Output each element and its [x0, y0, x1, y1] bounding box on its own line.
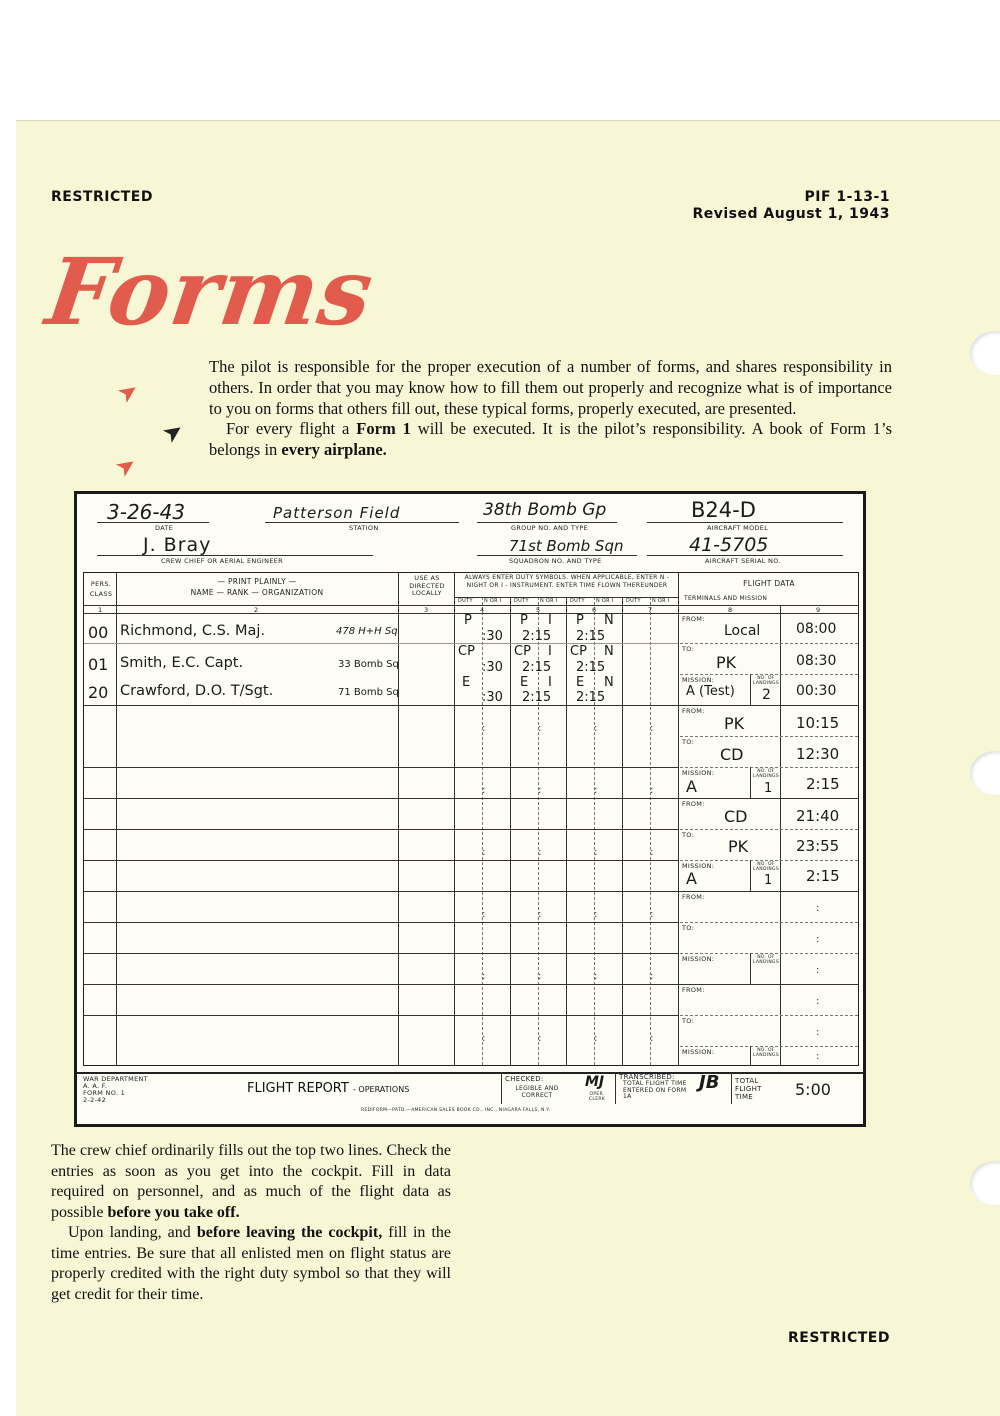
instructions-text-span: fill in the time entries. Be sure that all enlisted men on flight status are properly credited with the right duty symbol so that they will get credit for their time.	[51, 1224, 452, 1303]
flight-report-form	[74, 491, 866, 1127]
instructions-text-span: The crew chief ordinarily fills out the top two lines. Check the entries as soon as you get into the cockpit. Fill in data required on personnel, and as much of the flight data as possible	[51, 1142, 451, 1221]
name-subheader: NAME — RANK — ORGANIZATION	[190, 588, 324, 597]
flight-from: CD	[724, 807, 748, 826]
col-number: 1	[98, 606, 103, 614]
form-title-sub: - OPERATIONS	[352, 1085, 410, 1094]
landings-label: NO. OF LANDINGS	[753, 955, 779, 965]
duty-symbol: CP	[458, 644, 475, 659]
pers-class-header: PERS. CLASS	[89, 580, 113, 598]
time-flown: :30	[482, 660, 503, 675]
intro-paragraph-1: The pilot is responsible for the proper execution of a number of forms, and shares responsibility in others. In order that you may know how to fill them out properly and recognize what is of importance to you on forms that others fill out, these typical forms, properly executed, are presented.	[209, 357, 892, 418]
col-number: 5	[536, 606, 541, 614]
col-number: 2	[254, 606, 259, 614]
intro-bold-every-airplane: every airplane.	[281, 440, 387, 460]
crew-org: 33 Bomb Sq	[338, 659, 399, 670]
time-flown: 2:15	[576, 660, 606, 675]
from-label: FROM:	[682, 800, 705, 808]
crew-name: Richmond, C.S. Maj.	[120, 623, 266, 639]
duty-label: DUTY	[514, 598, 529, 604]
instructions-text	[51, 1141, 451, 1305]
time-flown: 2:15	[522, 629, 552, 644]
flight-mission: A	[686, 777, 697, 796]
flight-mission: A (Test)	[686, 684, 735, 699]
crew-grid: PERS. CLASS — PRINT PLAINLY — NAME — RANK — ORGANIZATION USE AS DIRECTED LOCALLY ALWAYS ENTER DUTY SYMBOLS. WHEN APPLICABLE, ENTER N - NIGHT OR I - INSTRUMENT. ENTER TIME FLOWN THEREUNDER FLIGHT DATA TERMINALS AND MISSION DUTY N OR I DUTY N OR I DUTY N OR I DUTY N OR I 1 2 3 4 5 6 7 8 9 FROM: TO: MISSION: NO. OF LANDINGS FROM: TO: MISSION: NO. OF LANDINGS FROM: TO: MISSION: NO. OF LANDINGS FROM: TO: MISSION: NO. OF LANDINGS FROM: TO: MISSION: NO. OF LANDINGS 00 Richmond, C.S. Maj. 478 H+H Sq 01 Smith, E.C. Capt. 33 Bomb Sq 20 Crawford, D.O. T/Sgt. 71 Bomb Sq P P I P N :30 2:15 2:15 CP CP I CP N :30 2:15 2:15 E E I E N :30 2:15 2:15 : : : : : : : : : : : : : : : : : : : : : : : : : : : : : : Local 08:00 PK 08:30 A (Test) 2 00:30 PK 10:15 CD 12:30 A 1 2:15 CD 21:40 PK 23:55 A 1 2:15	[83, 572, 859, 1066]
red-arrow-icon: ➤	[109, 448, 143, 484]
duty-symbol: E	[520, 675, 529, 690]
duty-symbol: P	[520, 613, 528, 628]
red-arrow-icon: ➤	[111, 374, 145, 410]
name-header: — PRINT PLAINLY —	[217, 577, 297, 586]
to-label: TO:	[682, 924, 695, 932]
n-or-i-symbol: I	[548, 644, 552, 659]
from-label: FROM:	[682, 707, 705, 715]
date-value: 3-26-43	[107, 500, 186, 524]
col-number: 4	[480, 606, 485, 614]
form-no-label: FORM NO. 1	[83, 1089, 126, 1097]
total-flight-time: 5:00	[795, 1080, 831, 1099]
crew-name: Smith, E.C. Capt.	[120, 655, 244, 671]
date-label: DATE	[155, 524, 174, 532]
use-locally-header: USE AS DIRECTED LOCALLY	[409, 574, 445, 597]
intro-text-span: For every flight a	[226, 419, 357, 439]
crew-chief-value: J. Bray	[143, 534, 212, 556]
from-label: FROM:	[682, 986, 705, 994]
time-flown: 2:15	[576, 629, 606, 644]
landings-label: NO. OF LANDINGS	[753, 1048, 779, 1058]
crew-class: 00	[88, 623, 109, 642]
total-flight-time-label: TOTAL FLIGHT TIME	[735, 1077, 762, 1101]
duty-symbol: CP	[570, 644, 587, 659]
col-number: 7	[648, 606, 653, 614]
intro-paragraph-2	[209, 419, 892, 461]
form-title-text: FLIGHT REPORT	[247, 1081, 349, 1096]
flight-landings: 1	[764, 873, 773, 888]
from-label: FROM:	[682, 615, 705, 623]
duty-note-header: ALWAYS ENTER DUTY SYMBOLS. WHEN APPLICABLE, ENTER N - NIGHT OR I - INSTRUMENT. ENTER TIME FLOWN THEREUNDER	[464, 574, 670, 589]
group-label: GROUP NO. AND TYPE	[511, 524, 589, 532]
duty-label: DUTY	[570, 598, 585, 604]
flight-from-time: 10:15	[796, 714, 840, 732]
instructions-paragraph-2	[51, 1223, 451, 1305]
n-or-i-label: N OR I	[596, 598, 614, 604]
squadron-value: 71st Bomb Sqn	[509, 537, 624, 555]
flight-to: PK	[728, 837, 749, 856]
flight-duration: 2:15	[806, 775, 840, 793]
flight-landings: 1	[764, 781, 773, 796]
mission-label: MISSION:	[682, 955, 715, 963]
flight-landings: 2	[762, 687, 771, 703]
intro-text-span: will be executed. It is the pilot’s responsibility. A book of Form 1’s belongs in	[209, 419, 892, 460]
crew-name: Crawford, D.O. T/Sgt.	[120, 683, 274, 699]
time-flown: 2:15	[522, 690, 552, 705]
n-or-i-symbol: I	[548, 675, 552, 690]
transcriber-initials: JB	[699, 1072, 720, 1093]
n-or-i-symbol: N	[604, 613, 614, 628]
transcribed-text: TOTAL FLIGHT TIME ENTERED ON FORM 1A	[623, 1080, 687, 1100]
to-label: TO:	[682, 645, 695, 653]
n-or-i-symbol: I	[548, 613, 552, 628]
duty-label: DUTY	[458, 598, 473, 604]
col-number: 9	[816, 606, 821, 614]
to-label: TO:	[682, 831, 695, 839]
group-value: 38th Bomb Gp	[483, 500, 607, 520]
flight-to: CD	[720, 745, 744, 764]
duty-label: DUTY	[626, 598, 641, 604]
intro-bold-form1: Form 1	[356, 419, 411, 439]
crew-org: 478 H+H Sq	[336, 626, 398, 637]
aaf-label: A. A. F.	[83, 1082, 108, 1090]
form-date-label: 2-2-42	[83, 1096, 107, 1104]
duty-symbol: E	[576, 675, 585, 690]
crew-class: 01	[88, 655, 109, 674]
flight-from-time: 08:00	[796, 621, 837, 637]
instructions-text-span: Upon landing, and	[68, 1224, 197, 1241]
time-flown: :30	[482, 690, 503, 705]
checker-initials: MJ	[585, 1074, 605, 1090]
page-title: Forms	[40, 238, 380, 346]
n-or-i-symbol: N	[604, 675, 614, 690]
duty-symbol: CP	[514, 644, 531, 659]
n-or-i-symbol: N	[604, 644, 614, 659]
crew-org: 71 Bomb Sq	[338, 687, 399, 698]
black-arrow-icon: ➤	[156, 414, 190, 450]
flight-from: PK	[724, 714, 745, 733]
doc-id: PIF 1-13-1	[804, 189, 890, 205]
time-flown: :30	[482, 629, 503, 644]
binder-hole	[970, 331, 1000, 375]
transcribed-label: TRANSCRIBED:	[619, 1073, 675, 1081]
landings-label: NO. OF LANDINGS	[753, 769, 779, 779]
instructions-paragraph-1	[51, 1141, 451, 1223]
mission-label: MISSION:	[682, 769, 715, 777]
station-value: Patterson Field	[273, 504, 401, 522]
crew-class: 20	[88, 683, 109, 702]
flight-to: PK	[716, 653, 737, 672]
binder-hole	[970, 751, 1000, 795]
flight-mission: A	[686, 869, 697, 888]
serial-label: AIRCRAFT SERIAL NO.	[705, 557, 781, 565]
instructions-bold-before-takeoff: before you take off.	[107, 1203, 240, 1221]
squadron-label: SQUADRON NO. AND TYPE	[509, 557, 602, 565]
flight-duration: 2:15	[806, 867, 840, 885]
flight-to-time: 23:55	[796, 837, 840, 855]
restricted-footer: RESTRICTED	[788, 1330, 890, 1346]
flight-duration: 00:30	[796, 683, 837, 699]
duty-symbol: P	[464, 613, 472, 628]
crew-chief-label: CREW CHIEF OR AERIAL ENGINEER	[161, 557, 283, 565]
station-label: STATION	[349, 524, 379, 532]
to-label: TO:	[682, 1017, 695, 1025]
flight-to-time: 12:30	[796, 745, 840, 763]
time-flown: 2:15	[576, 690, 606, 705]
terminals-header: TERMINALS AND MISSION	[684, 595, 768, 602]
n-or-i-label: N OR I	[484, 598, 502, 604]
duty-symbol: P	[576, 613, 584, 628]
col-number: 3	[424, 606, 429, 614]
col-number: 8	[728, 606, 733, 614]
binder-hole	[970, 1161, 1000, 1205]
mission-label: MISSION:	[682, 676, 715, 684]
restricted-header: RESTRICTED	[51, 189, 153, 205]
instructions-bold-before-leaving: before leaving the cockpit,	[196, 1224, 383, 1241]
flight-data-header: FLIGHT DATA	[743, 579, 795, 588]
mission-label: MISSION:	[682, 1048, 715, 1056]
form-title	[247, 1081, 409, 1096]
n-or-i-label: N OR I	[652, 598, 670, 604]
flight-from: Local	[724, 623, 761, 639]
time-flown: 2:15	[522, 660, 552, 675]
duty-symbol: E	[462, 675, 471, 690]
printer-imprint: REDIFORM—PATD.—AMERICAN SALES BOOK CO., INC., NIAGARA FALLS, N.Y.	[361, 1108, 551, 1113]
checked-label: CHECKED:	[505, 1075, 544, 1083]
to-label: TO:	[682, 738, 695, 746]
flight-to-time: 08:30	[796, 653, 837, 669]
revised-date: Revised August 1, 1943	[692, 206, 890, 222]
landings-label: NO. OF LANDINGS	[753, 862, 779, 872]
aircraft-model-label: AIRCRAFT MODEL	[707, 524, 769, 532]
serial-value: 41-5705	[689, 534, 769, 556]
from-label: FROM:	[682, 893, 705, 901]
aircraft-model-value: B24-D	[691, 498, 756, 522]
oper-clerk-label: OPER. CLERK	[588, 1092, 606, 1102]
landings-label: NO. OF LANDINGS	[753, 676, 779, 686]
intro-text	[209, 357, 892, 461]
flight-from-time: 21:40	[796, 807, 840, 825]
col-number: 6	[592, 606, 597, 614]
mission-label: MISSION:	[682, 862, 715, 870]
legible-label: LEGIBLE AND CORRECT	[515, 1085, 559, 1099]
dept-label: WAR DEPARTMENT	[83, 1075, 148, 1083]
n-or-i-label: N OR I	[540, 598, 558, 604]
